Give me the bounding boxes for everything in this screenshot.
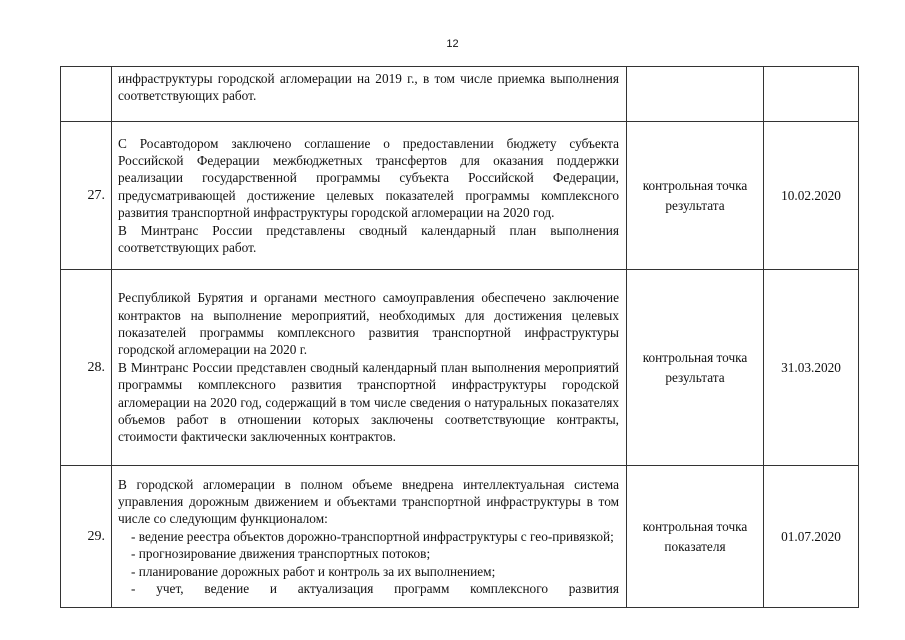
row-description xyxy=(112,270,627,466)
table-row xyxy=(61,466,859,608)
type-line: результата xyxy=(665,197,725,213)
row-number: 29. xyxy=(61,466,112,608)
table-row xyxy=(61,122,859,270)
type-line: показателя xyxy=(664,538,726,554)
row-description xyxy=(112,466,627,608)
description-paragraph: инфраструктуры городской агломерации на 2019 г., в том числе приемка выполнения соответствующих работ. xyxy=(118,71,619,104)
description-paragraph: В городской агломерации в полном объеме внедрена интеллектуальная система управления дорожным движением и объектами транспортной инфраструктуры в том числе со следующим функционалом: xyxy=(118,476,619,527)
description-paragraph: Республикой Бурятия и органами местного самоуправления обеспечено заключение контрактов на выполнение мероприятий, необходимых для достижения целевых показателей программы комплексного развития транспортной инфраструктуры городской агломерации на 2020 г. xyxy=(118,290,619,358)
list-item: - планирование дорожных работ и контроль за их выполнением; xyxy=(131,563,496,579)
row-type xyxy=(627,270,764,466)
row-description xyxy=(112,67,627,122)
description-paragraph: В Минтранс России представлены сводный календарный план выполнения соответствующих работ. xyxy=(118,222,619,256)
description-paragraph: С Росавтодором заключено соглашение о предоставлении бюджету субъекта Российской Федерации межбюджетных трансфертов для оказания поддержки реализации государственной программы субъекта Российской Федерации, предусматривающей достижение целевых показателей программы комплексного развития транспортной инфраструктуры городской агломерации на 2020 год. xyxy=(118,135,619,221)
type-line: контрольная точка xyxy=(642,518,748,534)
row-type xyxy=(627,67,764,122)
row-number xyxy=(61,67,112,122)
row-type xyxy=(627,122,764,270)
type-line: результата xyxy=(665,369,725,385)
row-description xyxy=(112,122,627,270)
description-paragraph: В Минтранс России представлен сводный календарный план выполнения мероприятий программы комплексного развития транспортной инфраструктуры городской агломерации на 2020 год, содержащий в том числе сведения о натуральных показателях объемов работ в отношении которых заключены соответствующие контракты, стоимости фактически заключенных контрактов. xyxy=(118,359,619,445)
row-type xyxy=(627,466,764,608)
type-line: контрольная точка xyxy=(642,177,748,193)
row-date: 10.02.2020 xyxy=(764,122,859,270)
row-number: 27. xyxy=(61,122,112,270)
row-number: 28. xyxy=(61,270,112,466)
row-date xyxy=(764,67,859,122)
list-item: - ведение реестра объектов дорожно-транспортной инфраструктуры с гео-привязкой; xyxy=(131,528,614,544)
list-item: - прогнозирование движения транспортных потоков; xyxy=(131,546,431,562)
table-row xyxy=(61,67,859,122)
row-date: 31.03.2020 xyxy=(764,270,859,466)
type-line: контрольная точка xyxy=(642,349,748,365)
row-date: 01.07.2020 xyxy=(764,466,859,608)
table-row xyxy=(61,270,859,466)
control-points-table xyxy=(60,66,859,608)
page-number: 12 xyxy=(446,38,459,50)
list-item: - учет, ведение и актуализация программ комплексного развития xyxy=(131,581,619,597)
